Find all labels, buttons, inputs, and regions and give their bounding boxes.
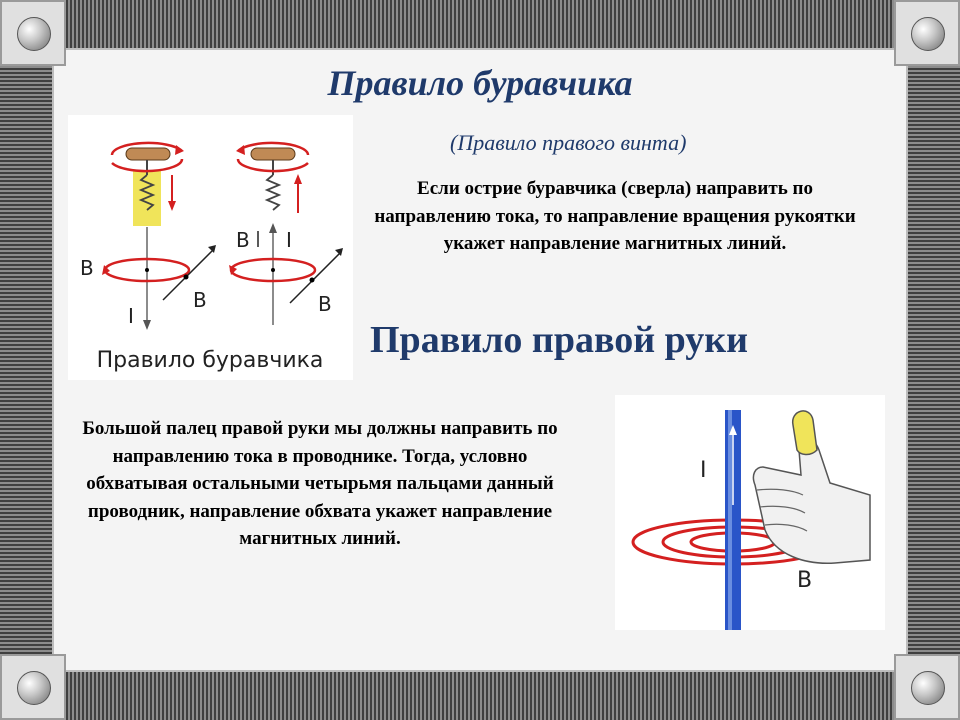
corner-top-left [0, 0, 66, 66]
label-b-right-1: B [193, 288, 207, 312]
label-b-top-2: B [236, 228, 250, 252]
label-i-top-2: I [286, 228, 292, 252]
label-b-left: B [80, 256, 94, 280]
gimlet-handle-icon [126, 148, 170, 160]
conductor-point [145, 268, 149, 272]
tangent-point [310, 278, 315, 283]
gimlet-handle-icon [251, 148, 295, 160]
corner-knob-icon [17, 17, 51, 51]
conductor-point [271, 268, 275, 272]
corner-bottom-left [0, 654, 66, 720]
label-i-1: I [128, 304, 134, 328]
frame-right [908, 60, 960, 660]
slide-subtitle: (Правило правого винта) [450, 130, 687, 155]
corner-top-right [894, 0, 960, 66]
figure1-caption: Правило буравчика [96, 348, 324, 373]
conductor-shine [728, 410, 732, 630]
gimlet-rule-text: Если острие буравчика (сверла) направить по направлению тока, то направление вращения рукоятки укажет направление магнитных линий. [374, 178, 856, 255]
right-hand-rule-text: Большой палец правой руки мы должны направить по направлению тока в проводнике. Тогда, условно обхватывая остальными четырьмя пальцами данный проводник, направление обхвата укажет направление магнитных линий. [82, 418, 558, 550]
label-b-right-2: B [318, 292, 332, 316]
label-i: I [700, 458, 707, 483]
right-hand-heading: Правило правой руки [370, 319, 749, 361]
corner-knob-icon [911, 671, 945, 705]
gimlet-rule-figure [68, 115, 353, 380]
frame-left [0, 60, 52, 660]
tangent-point [184, 275, 189, 280]
label-b: B [797, 568, 813, 593]
right-hand-figure [615, 395, 885, 630]
corner-bottom-right [894, 654, 960, 720]
corner-knob-icon [911, 17, 945, 51]
gimlet-highlight [133, 171, 161, 226]
slide-title: Правило буравчика [327, 63, 633, 103]
corner-knob-icon [17, 671, 51, 705]
